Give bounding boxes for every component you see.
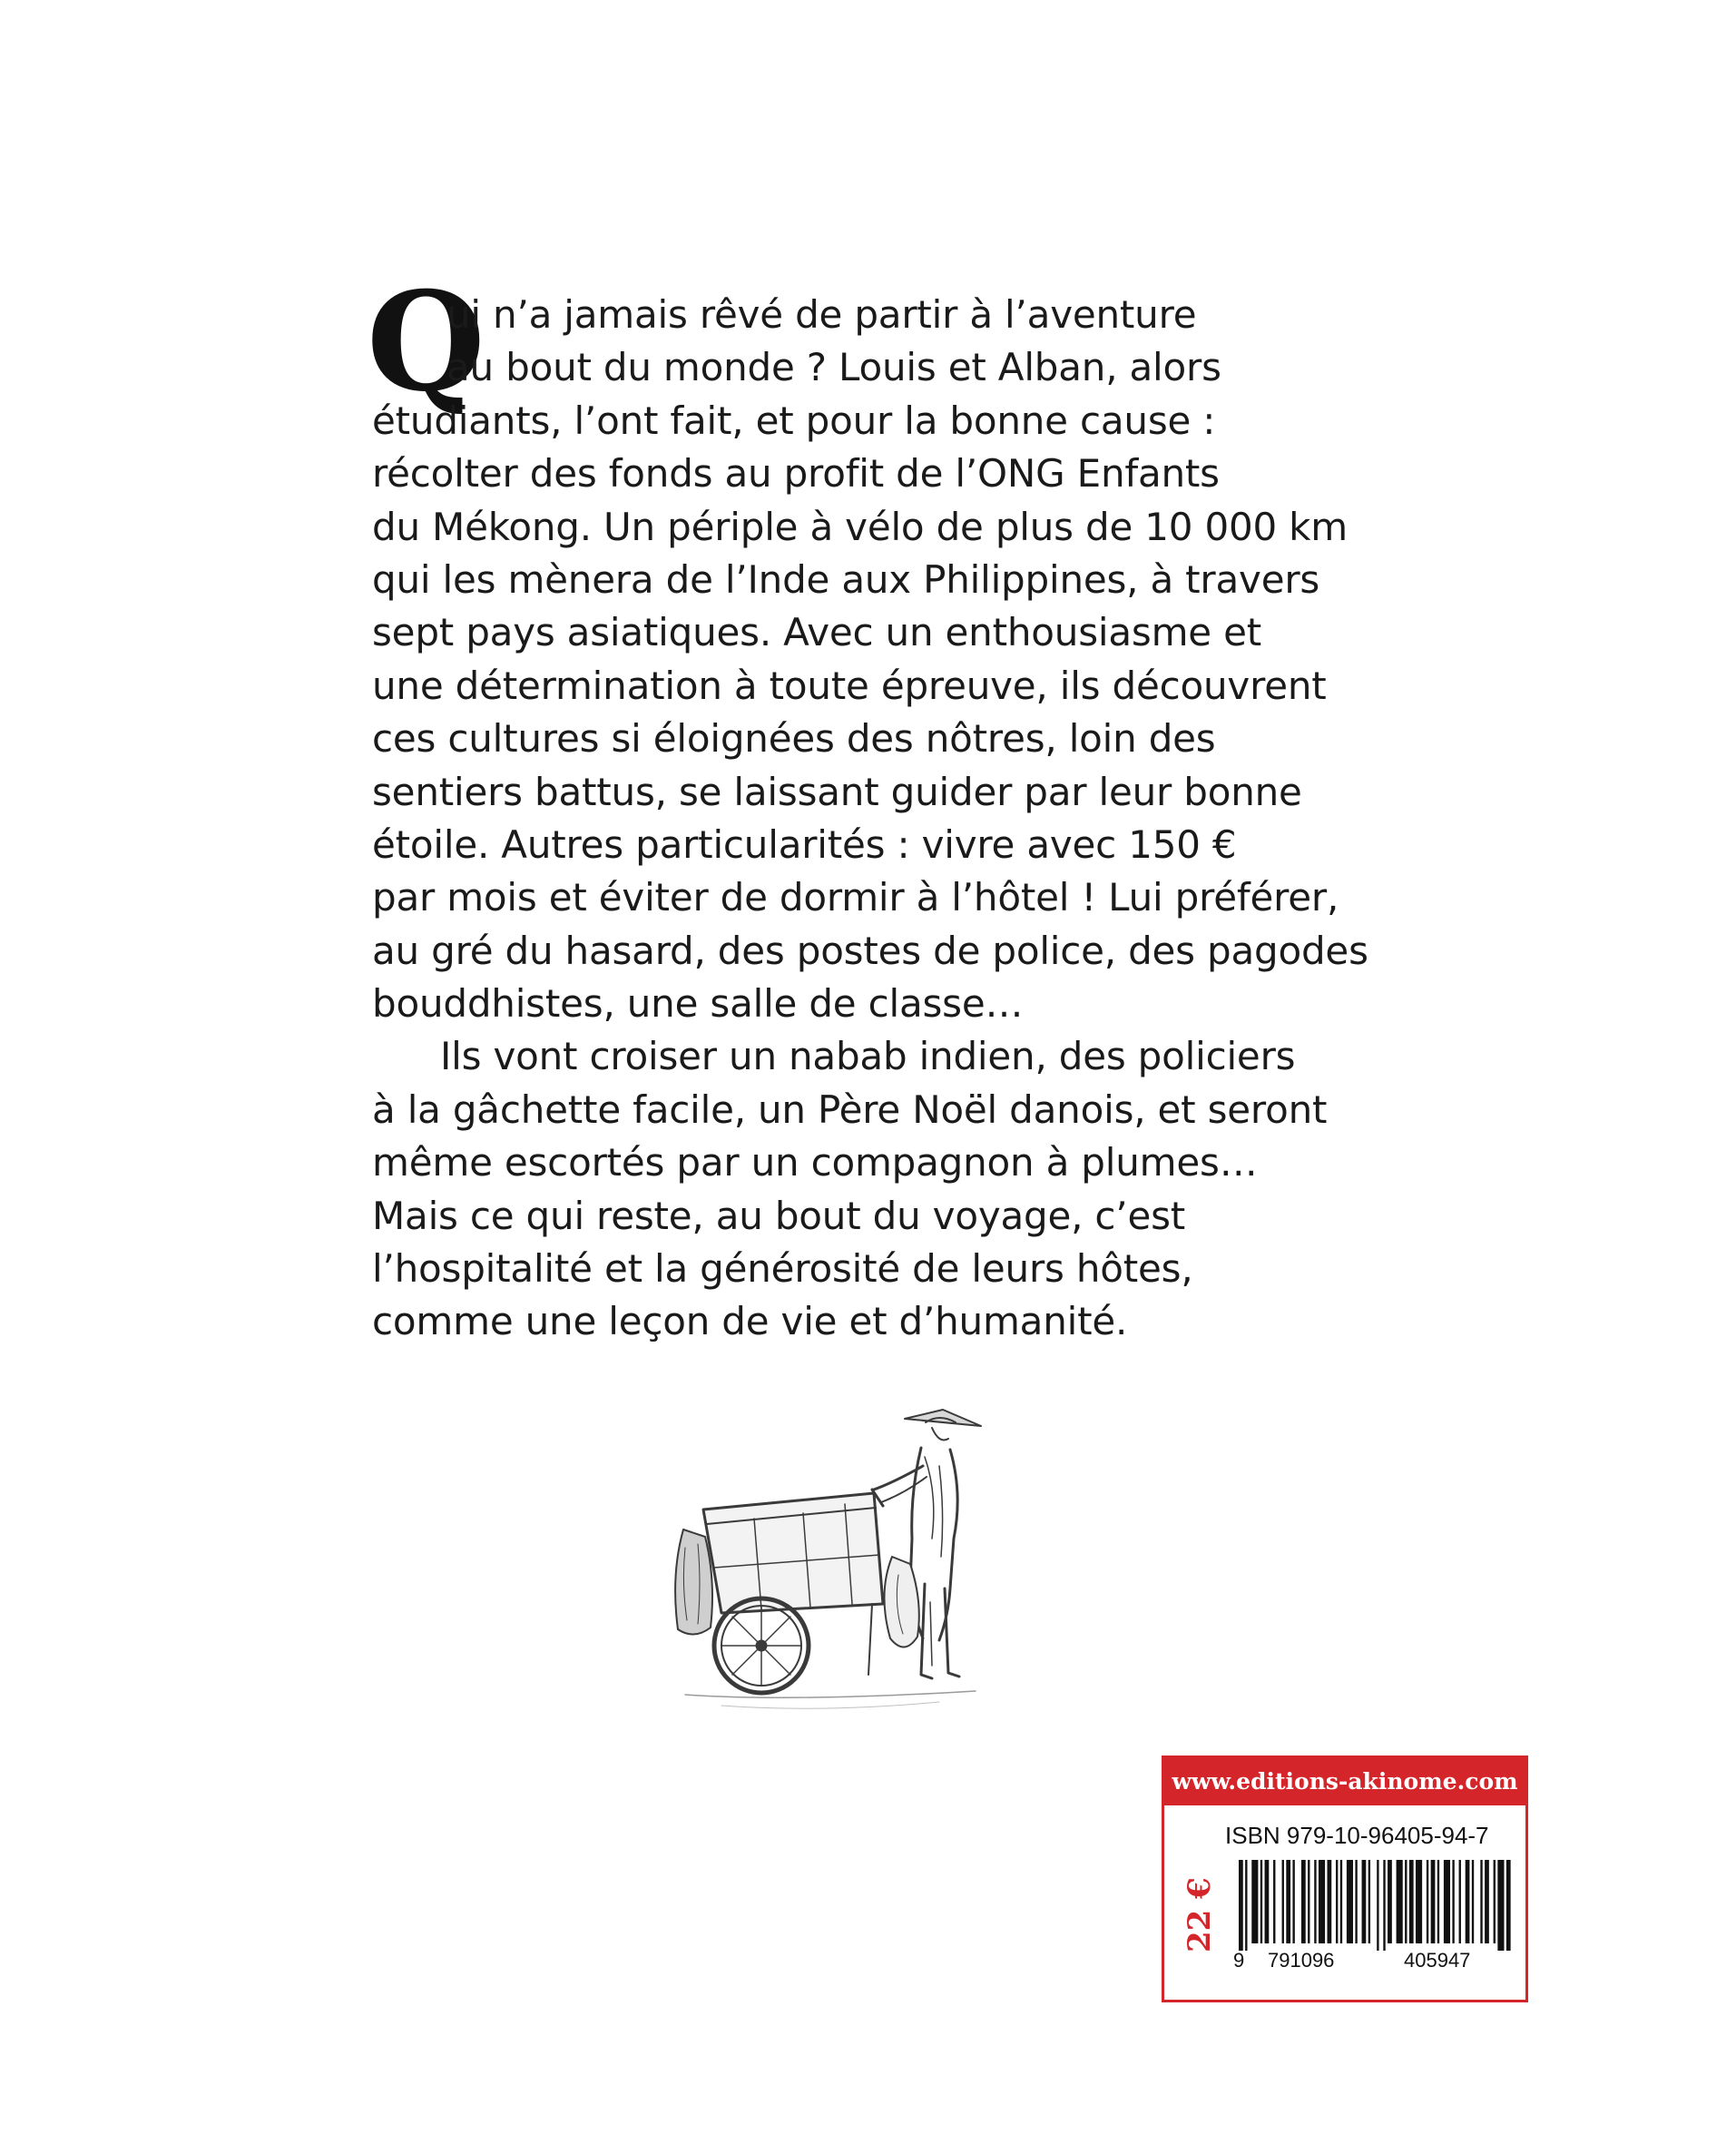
drop-cap: Q (367, 262, 485, 422)
blurb-line: Ils vont croiser un nabab indien, des policiers (440, 1034, 1296, 1079)
barcode-bar (1319, 1860, 1325, 1943)
blurb-line: par mois et éviter de dormir à l’hôtel ! Lui préférer, (372, 875, 1339, 920)
street-vendor-cart-illustration (667, 1402, 1048, 1747)
isbn-number: ISBN 979-10-96405-94-7 (1225, 1822, 1489, 1849)
barcode-bar (1260, 1860, 1262, 1943)
blurb-line: sept pays asiatiques. Avec un enthousiasme et (372, 610, 1261, 655)
barcode-bar (1506, 1860, 1511, 1951)
blurb-line: même escortés par un compagnon à plumes… (372, 1140, 1258, 1185)
barcode-bar (1397, 1860, 1403, 1943)
barcode-bar (1437, 1860, 1439, 1943)
publisher-url: www.editions-akinome.com (1164, 1758, 1525, 1805)
barcode-bar (1308, 1860, 1309, 1943)
blurb-line: étoile. Autres particularités : vivre avec 150 € (372, 821, 1237, 867)
barcode-bar (1452, 1860, 1454, 1943)
barcode-bar (1485, 1860, 1489, 1943)
barcode-icon (1239, 1860, 1513, 1951)
barcode-bar (1301, 1860, 1306, 1943)
barcode-digit-group-2: 405947 (1404, 1949, 1471, 1972)
price-isbn-sticker (1162, 1756, 1528, 2002)
barcode-bar (1251, 1860, 1258, 1943)
blurb-line: à la gâchette facile, un Père Noël danois, et seront (372, 1087, 1328, 1132)
barcode-bar (1409, 1860, 1414, 1943)
blurb-line: une détermination à toute épreuve, ils découvrent (372, 663, 1327, 708)
barcode-bar (1494, 1860, 1496, 1943)
blurb-line: comme une leçon de vie et d’humanité. (372, 1299, 1128, 1344)
blurb-line: bouddhistes, une salle de classe… (372, 981, 1024, 1027)
blurb-line: du Mékong. Un périple à vélo de plus de 10 000 km (372, 504, 1349, 549)
barcode-bar (1368, 1860, 1370, 1943)
barcode-bar (1459, 1860, 1461, 1943)
barcode-bar (1239, 1860, 1243, 1951)
barcode-bar (1314, 1860, 1316, 1943)
barcode-digit-group-1: 791096 (1268, 1949, 1335, 1972)
blurb-line: qui les mènera de l’Inde aux Philippines, à travers (372, 556, 1320, 602)
barcode-bar (1480, 1860, 1482, 1943)
barcode-bar (1362, 1860, 1367, 1943)
barcode-bar (1273, 1860, 1275, 1943)
barcode-bar (1427, 1860, 1428, 1943)
price-label: 22 € (1182, 1877, 1218, 1952)
barcode-bar (1355, 1860, 1357, 1943)
blurb-line: l’hospitalité et la générosité de leurs hôtes, (372, 1246, 1193, 1292)
blurb-line: Mais ce qui reste, au bout du voyage, c’est (372, 1193, 1186, 1238)
barcode-bar (1431, 1860, 1436, 1943)
blurb-line: au bout du monde ? Louis et Alban, alors (446, 345, 1221, 390)
blurb-line: sentiers battus, se laissant guider par leur bonne (372, 769, 1302, 814)
barcode-bar (1405, 1860, 1407, 1943)
barcode-digit-lead: 9 (1233, 1949, 1245, 1972)
blurb-line: ces cultures si éloignées des nôtres, loin des (372, 716, 1216, 762)
barcode-bar (1292, 1860, 1294, 1943)
blurb-line: au gré du hasard, des postes de police, des pagodes (372, 928, 1368, 973)
barcode-bar (1282, 1860, 1284, 1943)
barcode-bar (1265, 1860, 1270, 1943)
barcode-bar (1472, 1860, 1474, 1943)
blurb-line: récolter des fonds au profit de l’ONG Enfants (372, 451, 1220, 497)
barcode-bar (1286, 1860, 1290, 1943)
barcode-bar (1245, 1860, 1247, 1951)
barcode-bar (1347, 1860, 1353, 1943)
barcode-bar (1416, 1860, 1422, 1943)
barcode-bar (1340, 1860, 1342, 1943)
barcode-bar (1327, 1860, 1331, 1943)
barcode-bar (1377, 1860, 1378, 1951)
barcode-bar (1388, 1860, 1392, 1943)
back-cover-blurb (372, 289, 1370, 1349)
barcode-bar (1336, 1860, 1338, 1943)
blurb-line: ui n’a jamais rêvé de partir à l’aventure (446, 292, 1197, 337)
barcode-bar (1383, 1860, 1385, 1951)
barcode-bar (1466, 1860, 1470, 1943)
blurb-line: étudiants, l’ont fait, et pour la bonne cause : (372, 398, 1216, 443)
barcode-bar (1497, 1860, 1504, 1951)
barcode-bar (1444, 1860, 1450, 1943)
